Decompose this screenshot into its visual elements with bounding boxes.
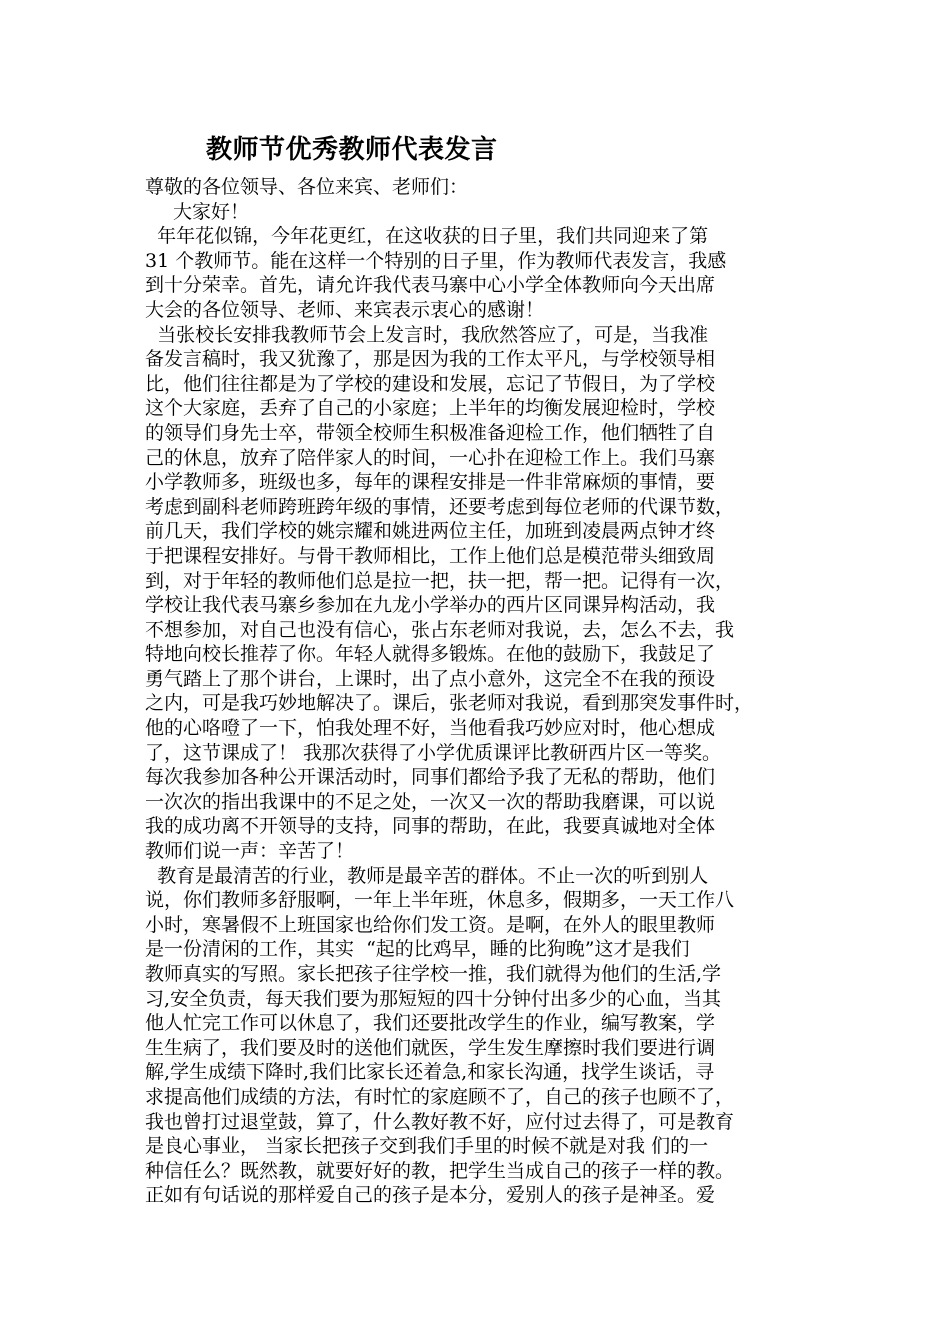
body-text-line: 小学教师多，班级也多，每年的课程安排是一件非常麻烦的事情，要 (145, 471, 716, 494)
body-text-line: 习,安全负责，每天我们要为那短短的四十分钟付出多少的心血，当其 (145, 987, 722, 1010)
body-text-line: 正如有句话说的那样爱自己的孩子是本分，爱别人的孩子是神圣。爱 (145, 1184, 716, 1207)
body-text-line: 我也曾打过退堂鼓，算了，什么教好教不好，应付过去得了，可是教育 (145, 1110, 735, 1133)
body-text-line: 考虑到副科老师跨班跨年级的事情，还要考虑到每位老师的代课节数， (145, 495, 735, 518)
body-text-line: 特地向校长推荐了你。年轻人就得多锻炼。在他的鼓励下，我鼓足了 (145, 643, 716, 666)
body-text-line: 年年花似锦，今年花更红，在这收获的日子里，我们共同迎来了第 (145, 225, 709, 248)
body-text-line: 教育是最清苦的行业，教师是最辛苦的群体。不止一次的听到别人 (145, 864, 709, 887)
greeting-line: 大家好！ (173, 200, 250, 223)
body-text-line: 了，这节课成了！ 我那次获得了小学优质课评比教研西片区一等奖。 (145, 741, 722, 764)
body-text-line: 小时，寒暑假不上班国家也给你们发工资。是啊，在外人的眼里教师 (145, 913, 716, 936)
document-title: 教师节优秀教师代表发言 (206, 135, 498, 165)
body-text-line: 前几天，我们学校的姚宗耀和姚进两位主任，加班到凌晨两点钟才终 (145, 520, 716, 543)
body-text-line: 大会的各位领导、老师、来宾表示衷心的感谢！ (145, 298, 545, 321)
document-body (145, 175, 825, 1208)
body-text-line: 生生病了，我们要及时的送他们就医，学生发生摩擦时我们要进行调 (145, 1036, 716, 1059)
body-text-line: 的领导们身先士卒，带领全校师生积极准备迎检工作，他们牺牲了自 (145, 421, 716, 444)
body-text-line: 之内，可是我巧妙地解决了。课后，张老师对我说，看到那突发事件时， (145, 692, 754, 715)
body-text-line: 一次次的指出我课中的不足之处，一次又一次的帮助我磨课，可以说 (145, 790, 716, 813)
body-text-line: 他人忙完工作可以休息了，我们还要批改学生的作业，编写教案，学 (145, 1012, 716, 1035)
body-text-line: 我的成功离不开领导的支持，同事的帮助，在此，我要真诚地对全体 (145, 815, 716, 838)
body-text-line: 教师真实的写照。家长把孩子往学校一推，我们就得为他们的生活,学 (145, 963, 722, 985)
body-text-line: 这个大家庭，丢弃了自己的小家庭；上半年的均衡发展迎检时，学校 (145, 397, 716, 420)
body-text-line: 是一份清闲的工作，其实 “起的比鸡早，睡的比狗晚”这才是我们 (145, 938, 690, 961)
body-text-line: 说，你们教师多舒服啊，一年上半年班，休息多，假期多，一天工作八 (145, 889, 735, 912)
body-text-line: 到十分荣幸。首先，请允许我代表马寨中心小学全体教师向今天出席 (145, 274, 716, 297)
body-text-line: 不想参加，对自己也没有信心，张占东老师对我说，去，怎么不去，我 (145, 618, 735, 641)
body-text-line: 学校让我代表马寨乡参加在九龙小学举办的西片区同课异构活动，我 (145, 594, 716, 617)
body-text-line: 于把课程安排好。与骨干教师相比，工作上他们总是模范带头细致周 (145, 544, 716, 567)
body-text-line: 比，他们往往都是为了学校的建设和发展，忘记了节假日，为了学校 (145, 372, 716, 395)
body-text-line: 当张校长安排我教师节会上发言时，我欣然答应了，可是，当我准 (145, 323, 709, 346)
salutation-line: 尊敬的各位领导、各位来宾、老师们： (145, 176, 469, 198)
body-text-line: 己的休息，放弃了陪伴家人的时间，一心扑在迎检工作上。我们马寨 (145, 446, 716, 469)
body-text-line: 解,学生成绩下降时,我们比家长还着急,和家长沟通，找学生谈话，寻 (145, 1061, 715, 1084)
body-text (145, 224, 825, 1208)
body-text-line: 他的心咯噔了一下，怕我处理不好，当他看我巧妙应对时，他心想成 (145, 717, 716, 740)
body-text-line: 勇气踏上了那个讲台，上课时，出了点小意外，这完全不在我的预设 (145, 667, 716, 690)
body-text-line: 到，对于年轻的教师他们总是拉一把，扶一把，帮一把。记得有一次， (145, 569, 735, 592)
body-text-line: 种信任么？既然教，就要好好的教，把学生当成自己的孩子一样的教。 (145, 1159, 735, 1182)
body-text-line: 31 个教师节。能在这样一个特别的日子里，作为教师代表发言，我感 (145, 249, 727, 272)
body-text-line: 是良心事业， 当家长把孩子交到我们手里的时候不就是对我 们的一 (145, 1135, 709, 1158)
body-text-line: 求提高他们成绩的方法，有时忙的家庭顾不了，自己的孩子也顾不了， (145, 1085, 735, 1108)
body-text-line: 教师们说一声：辛苦了！ (145, 840, 355, 863)
body-text-line: 备发言稿时，我又犹豫了，那是因为我的工作太平凡，与学校领导相 (145, 348, 716, 371)
body-text-line: 每次我参加各种公开课活动时，同事们都给予我了无私的帮助，他们 (145, 766, 716, 789)
